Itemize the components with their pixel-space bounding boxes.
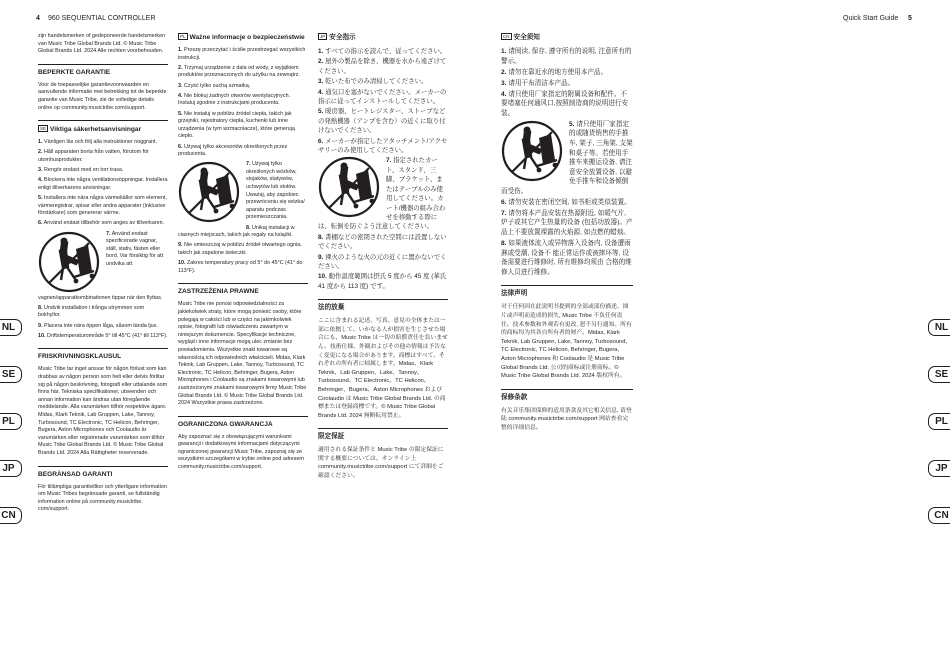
- list-item: 6. 请勿安装在密闭空间, 如书柜或类似装置。: [501, 198, 631, 206]
- left-page-number: 4: [36, 15, 40, 22]
- tab-se-left: SE: [0, 366, 22, 383]
- jp-disclaimer-text: ここに含まれる記述、写真、意見の全体または一部に依拠して、いかなる人が損害を生じさせた場合にも、Music Tribe は一切の賠償責任を負いません。技術仕様、外観およびその他の情報は予告なく変更になる場合があります。商標はすべて、それぞれの所有者に帰属します。Midas、Klark Teknik、Lab Gruppen、Lake、Tannoy、Turbosound、TC Electronic、TC Helicon、Behringer、Bugera、Aston Microphones および Coolaudio は Music Tribe Global Brands Ltd. の商標または登録商標です。© Music Tribe Global Brands Ltd. 2024 無断転用禁止。: [318, 318, 448, 419]
- list-item: 3. Rengör endast med en torr trasa.: [38, 167, 124, 174]
- right-running-title: Quick Start Guide: [843, 15, 899, 22]
- pl-warranty-text: Aby zapoznać się z obowiązującymi warunkami gwarancji i dodatkowymi informacjami dotyczącymi ograniczonej gwarancji Music Tribe, zapoznaj się ze wszystkimi szczegółami w trybie online pod adresem community.musictribe.com/support.: [178, 433, 304, 471]
- list-item: 8. Unikaj instalacji w ciasnych miejscach, takich jak regały na książki.: [178, 224, 295, 239]
- jp-safety-title: JP 安全指示: [320, 34, 356, 41]
- list-item: 3. 乾いた布でのみ清掃してください。: [318, 78, 428, 86]
- pl-safety-title: PL Ważne informacje o bezpieczeństwie: [180, 34, 305, 41]
- left-running-title: 960 SEQUENTIAL CONTROLLER: [48, 15, 156, 22]
- se-safety-list: [38, 139, 168, 228]
- cn-safety-title: CN 安全须知: [503, 34, 540, 41]
- tab-cn-right: CN: [928, 507, 950, 524]
- jp-safety-list: [318, 47, 448, 155]
- cn-disclaimer-text: 对于任何因在此说明书提到的全部或部份描述、图片或声明而造成的损失, Music Tribe 不负任何责任。技术参数和外观若有更改, 恕不另行通知。所有的商标均为其各自所有者的财产。Midas, Klark Teknik, Lab Gruppen, Lake, Tannoy, Turbosound, TC Electronic, TC Helicon, Behringer, Bugera, Aston Microphones 和 Coolaudio 是 Music Tribe Global Brands Ltd. 公司的商标或注册商标。© Music Tribe Global Brands Ltd. 2024 版权所有。: [501, 304, 632, 380]
- list-item: 4. 通気口を塞がないでください。メーカーの指示に従ってインストールしてください。: [318, 88, 447, 106]
- column-pl: [178, 33, 308, 477]
- tab-cn-left: CN: [0, 507, 22, 524]
- list-item: 2. Trzymaj urządzenie z dala od wody, z wyjątkiem produktów przeznaczonych do użytku na zewnątrz.: [178, 64, 300, 79]
- cn-warranty-title: 保修条款: [501, 389, 633, 402]
- se-warranty-title: BEGRÄNSAD GARANTI: [38, 466, 168, 479]
- list-item: 4. Blockera inte några ventilationsöppningar. Installera enligt tillverkarens anvisningar.: [38, 177, 168, 191]
- se-safety-title: SE Viktiga säkerhetsanvisningar: [38, 120, 168, 134]
- list-item: 3. 请用干布清洁本产品。: [501, 79, 575, 87]
- list-item: 5. 请只使用厂家指定的或随货销售的手推车, 架子, 三角架, 支架和桌子等。若使用手推车来搬运设备, 请注意安全放置设备, 以避免手推车和设备倾倒而受伤。: [501, 120, 633, 195]
- jp-warranty-title: 限定保証: [318, 428, 448, 441]
- list-item: 7. Używaj tylko określonych wózków, stojaków, statywów, uchwytów lub stołów. Uważaj, aby zapobiec przewróceniu się wózka/ aparatu podczas przemieszczania.: [246, 161, 305, 221]
- list-item: 10. Driftstemperaturområde 5° till 45°C (41° till 113°F).: [38, 332, 168, 339]
- jp-disclaimer-title: 法的放棄: [318, 299, 448, 312]
- list-item: 1. Vänligen läs och följ alla instruktioner noggrant.: [38, 139, 157, 146]
- nl-warranty-text: Voor de toepasselijke garantievoorwaarden en aanvullende informatie met betrekking tot de beperkte garantie van Music Tribe, zie de volledige details online op community.musictribe.com/support.: [38, 81, 167, 111]
- list-item: 6. Använd endast tillbehör som anges av tillverkaren.: [38, 220, 165, 227]
- se-flag-icon: SE: [40, 126, 47, 132]
- nl-trademark-text: zijn handelsmerken of gedeponeerde handelsmerken van Music Tribe Global Brands Ltd. © Music Tribe Global Brands Ltd. 2024 Alle rechten voorbehouden.: [38, 33, 166, 55]
- cn-warranty-text: 有关音乐集团保修的适用条款及其它相关信息, 请登陆 community.musictribe.com/support 网站查看完整的详细信息。: [501, 407, 632, 431]
- list-item: 1. Proszę przeczytać i ściśle przestrzegać wszystkich instrukcji.: [178, 47, 306, 61]
- cn-disclaimer-title: 法律声明: [501, 285, 633, 298]
- cart-tipover-warning-icon: [318, 156, 380, 218]
- list-item: 4. 请只使用厂家指定的附属设备和配件。不要堵塞任何通风口,按照制造商的说明进行安装。: [501, 90, 629, 117]
- list-item: 6. メーカーが指定したアタッチメント/アクセサリーのみ使用してください。: [318, 137, 448, 155]
- se-warranty-text: För tillämpliga garantivillkor och ytterligare information om Music Tribes begränsade garanti, se fullständig information online på community.musictribe. com/support.: [38, 483, 167, 513]
- list-item: 2. 屋外の製品を除き、機器を水から遠ざけてください。: [318, 58, 447, 75]
- list-item: 7. Använd endast specificerade vagnar, ställ, stativ, fästen eller bord. Var försiktig för att undvika att vagnen/apparatkombinationen tippar när den flyttas.: [38, 230, 164, 301]
- list-item: 5. Installera inte nära några värmekällor som element, värmeregistrar, spisar eller andra apparater (inklusive förstärkare) som genererar värme.: [38, 195, 167, 217]
- pl-disclaimer-text: Music Tribe nie ponosi odpowiedzialności za jakiekolwiek straty, które mogą ponieść osoby, które polegają w całości lub w części na jakimkolwiek opisie, fotografii lub oświadczeniu zawartym w niniejszym dokumencie. Specyfikacje techniczne, wygląd i inne informacje mogą ulec zmianie bez powiadomienia. Wszystkie znaki towarowe są własnością ich odpowiednich właścicieli. Midas, Klark Teknik, Lab Gruppen, Lake, Tannoy, Turbosound, TC Electronic, TC Helicon, Behringer, Bugera, Aston Microphones i Coolaudio są znakami towarowymi lub zastrzeżonymi znakami towarowymi firmy Music Tribe Global Brands Ltd. © Music Tribe Global Brands Ltd. 2024 Wszystkie prawa zastrzeżone.: [178, 301, 307, 407]
- jp-warranty-text: 適用される保証条件と Music Tribe の限定保証に関する概要については、オンライン上 community.musictribe.com/support にて詳細をご確認ください。: [318, 447, 444, 480]
- column-jp: [318, 33, 448, 486]
- list-item: 2. 请勿在靠近水的地方使用本产品。: [501, 68, 608, 76]
- pl-flag-icon: PL: [180, 34, 186, 39]
- list-item: 5. 暖房器、ヒートレジスター、ストーブなどの発熱機器（アンプを含む）の近くに取り付けないでください。: [318, 108, 446, 135]
- list-item: 10. 動作温度範囲は摂氏 5 度から 45 度 (華氏 41 度から 113 度) です。: [318, 273, 447, 290]
- list-item: 8. Undvik installation i trånga utrymmen som bokhyllor.: [38, 304, 145, 319]
- list-item: 9. 裸火のような火の元の近くに置かないでください。: [318, 253, 447, 270]
- tab-nl-left: NL: [0, 319, 22, 336]
- list-item: 5. Nie instaluj w pobliżu źródeł ciepła, takich jak grzejniki, rejestratory ciepła, kuchenki lub inne urządzenia (w tym wzmacniacze), które generują ciepło.: [178, 110, 295, 140]
- right-page-number: 5: [908, 15, 912, 22]
- cart-tipover-warning-icon: [501, 120, 563, 182]
- list-item: 6. Używaj tylko akcesoriów określonych przez producenta.: [178, 143, 288, 158]
- list-item: 8. 如果液体流入或异物落入设备内, 设备遭雨淋或受潮, 设备不 能正常运作或被摔坏等, 设备需要进行维修时, 所有维修均须由 合格的维修人员进行维修。: [501, 240, 632, 276]
- list-item: 1. 请阅读, 保存, 遵守所有的说明, 注意所有的警示。: [501, 48, 632, 65]
- cn-safety-list: [501, 47, 633, 118]
- list-item: 2. Håll apparaten borta från vatten, förutom för utomhusprodukter.: [38, 149, 149, 163]
- tab-se-right: SE: [928, 366, 950, 383]
- list-item: 8. 書棚などの密閉された空間には設置しないでください。: [318, 233, 447, 251]
- nl-warranty-title: BEPERKTE GARANTIE: [38, 64, 168, 77]
- tab-pl-left: PL: [0, 413, 22, 430]
- list-item: 9. Nie umieszczaj w pobliżu źródeł otwartego ognia, takich jak zapalone świeczki.: [178, 242, 302, 256]
- column-nl-se: [38, 33, 168, 519]
- cn-flag-icon: CN: [503, 34, 510, 39]
- list-item: 3. Czyść tylko suchą szmatką.: [178, 82, 251, 89]
- tab-jp-right: JP: [928, 460, 950, 477]
- tab-nl-right: NL: [928, 319, 950, 336]
- se-disclaimer-title: FRISKRIVNINGSKLAUSUL: [38, 348, 168, 361]
- pl-warranty-title: OGRANICZONA GWARANCJA: [178, 416, 308, 429]
- column-cn: [501, 33, 633, 438]
- list-item: 7. 指定されたカート、スタンド、三脚、ブラケット、またはテーブルのみ使用してください。カート/機器の組み合わせを移動する際には、転倒を防ぐよう注意してください。: [318, 157, 446, 231]
- list-item: 9. Placera inte nära öppen låga, såsom tända ljus.: [38, 322, 158, 329]
- pl-disclaimer-title: ZASTRZEŻENIA PRAWNE: [178, 283, 308, 296]
- tab-pl-right: PL: [928, 413, 950, 430]
- list-item: 7. 请勿将本产品安装在热源附近, 如暖气片, 炉子或其它产生热量的设备 (包括功放器)。产品上不要放置裸露的火焰源, 如点燃的蜡烛。: [501, 209, 633, 237]
- pl-safety-list: [178, 47, 308, 159]
- jp-flag-icon: JP: [320, 34, 326, 39]
- se-disclaimer-text: Music Tribe tar inget ansvar för någon förlust som kan drabbas av någon person som helt eller delvis förlitar sig på någon beskrivning, fotografi eller uttalande som finns här. Tekniska specifikationer, utseenden och annan information kan ändras utan föregående meddelande. Alla varumärken tillhör respektive ägare. Midas, Klark Teknik, Lab Gruppen, Lake, Tannoy, Turbosound, TC Electronic, TC Helicon, Behringer, Bugera, Aston Microphones och Coolaudio är varumärken eller registrerade varumärken som tillhör Music Tribe Global Brands Ltd. © Music Tribe Global Brands Ltd. 2024 Alla Rättigheter reserverade.: [38, 366, 168, 456]
- tab-jp-left: JP: [0, 460, 22, 477]
- cart-tipover-warning-icon: [178, 161, 240, 223]
- list-item: 1. すべての指示を読んで、従ってください。: [318, 48, 447, 55]
- list-item: 10. Zakres temperatury pracy od 5° do 45°C (41° do 113°F).: [178, 260, 303, 274]
- cart-tipover-warning-icon: [38, 231, 100, 293]
- list-item: 4. Nie blokuj żadnych otworów wentylacyjnych. Instaluj zgodnie z instrukcjami producenta.: [178, 92, 291, 107]
